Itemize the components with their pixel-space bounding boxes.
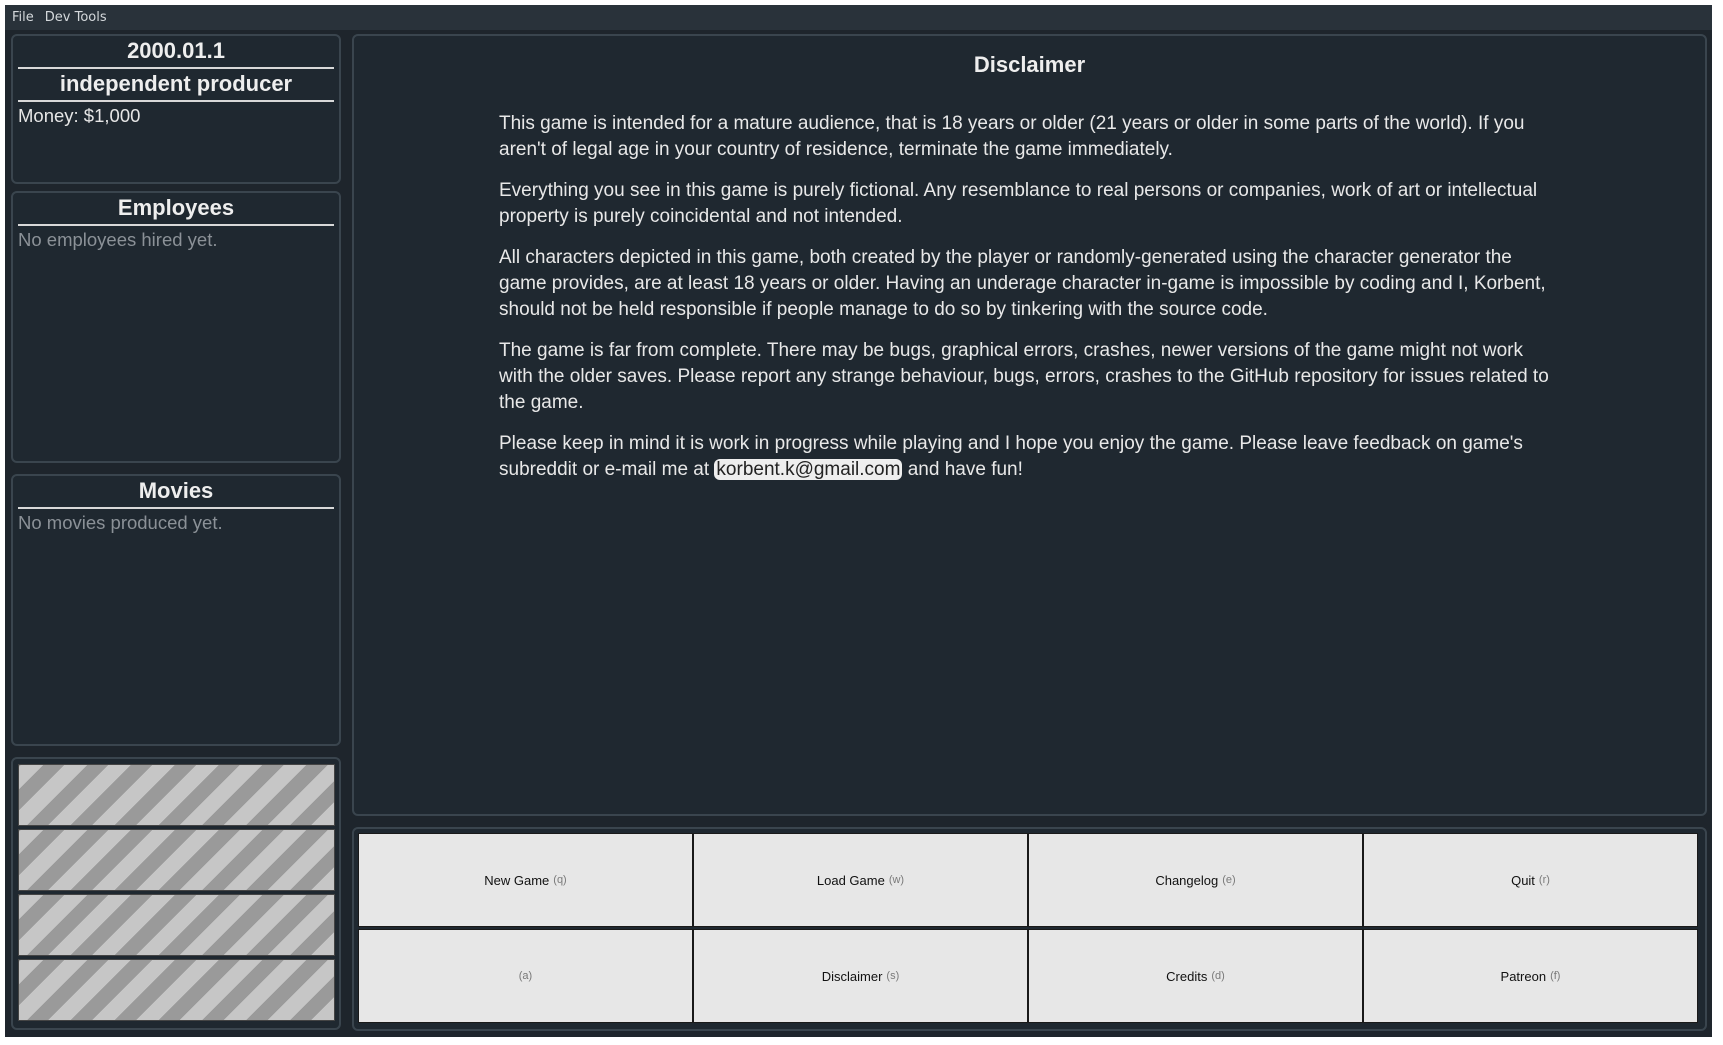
disclaimer-paragraph-5: [499, 431, 1559, 483]
disclaimer-button[interactable]: [693, 929, 1028, 1023]
disclaimer-paragraph-4: The game is far from complete. There may be bugs, graphical errors, crashes, newer versions of the game might not work with the older saves. Please report any strange behaviour, bugs, errors, crashes to the GitHub repository for issues related to the game.: [499, 340, 1549, 413]
load-game-button[interactable]: [693, 833, 1028, 927]
disclaimer-paragraph-2: Everything you see in this game is purely fictional. Any resemblance to real persons or companies, work of art or intellectual property is purely coincidental and not intended.: [499, 180, 1538, 227]
menu-dev-tools[interactable]: Dev Tools: [44, 10, 107, 25]
quit-label: Quit: [1511, 872, 1535, 888]
disclaimer-title: Disclaimer: [973, 52, 1086, 77]
load-game-shortcut: (w): [888, 874, 905, 886]
changelog-button[interactable]: [1028, 833, 1363, 927]
player-role: independent producer: [18, 69, 334, 102]
empty-slot-3: [18, 894, 335, 956]
empty-slot-2: [18, 829, 335, 891]
patreon-label: Patreon: [1500, 968, 1547, 984]
disclaimer-paragraph-5-lead: Please keep in mind it is work in progress while playing and I hope you enjoy the game. Please leave feedback on game's subreddit or e-mail me at: [499, 433, 1523, 480]
load-game-label: Load Game: [816, 872, 885, 888]
new-game-shortcut: (q): [553, 874, 567, 886]
changelog-shortcut: (e): [1222, 874, 1236, 886]
slots-panel: [11, 757, 341, 1030]
new-game-label: New Game: [484, 872, 550, 888]
menu-bar: [5, 5, 1712, 30]
email-link[interactable]: korbent.k@gmail.com: [716, 459, 901, 480]
credits-label: Credits: [1166, 968, 1208, 984]
money-display: Money: $1,000: [18, 105, 141, 126]
menu-button-panel: [352, 827, 1707, 1031]
disclaimer-paragraph-5-tail: and have fun!: [902, 459, 1023, 480]
employees-empty-text: No employees hired yet.: [18, 229, 218, 250]
quit-button[interactable]: [1363, 833, 1698, 927]
movies-panel: [11, 474, 341, 746]
status-panel: [11, 34, 341, 184]
game-date: 2000.01.1: [18, 36, 334, 69]
empty-slot-button: [358, 929, 693, 1023]
disclaimer-paragraph-1: This game is intended for a mature audience, that is 18 years or older (21 years or older in some parts of the world). If you aren't of legal age in your country of residence, terminate the game immediately.: [499, 113, 1525, 160]
employees-title: Employees: [18, 193, 334, 226]
disclaimer-body: [499, 111, 1559, 498]
employees-panel: [11, 191, 341, 463]
app-window: [5, 5, 1712, 1037]
disclaimer-paragraph-3: All characters depicted in this game, both created by the player or randomly-generated using the character generator the game provides, are at least 18 years or older. Having an underage character in-game is impossible by coding and I, Korbent, should not be held responsible if people manage to do so by tinkering with the source code.: [499, 247, 1546, 320]
new-game-button[interactable]: [358, 833, 693, 927]
disclaimer-panel: [352, 34, 1707, 816]
patreon-shortcut: (f): [1550, 970, 1561, 982]
movies-empty-text: No movies produced yet.: [18, 512, 223, 533]
credits-button[interactable]: [1028, 929, 1363, 1023]
disclaimer-shortcut: (s): [886, 970, 900, 982]
changelog-label: Changelog: [1155, 872, 1219, 888]
empty-slot-1: [18, 764, 335, 826]
disclaimer-label: Disclaimer: [821, 968, 883, 984]
credits-shortcut: (d): [1211, 970, 1225, 982]
movies-title: Movies: [18, 476, 334, 509]
patreon-button[interactable]: [1363, 929, 1698, 1023]
quit-shortcut: (r): [1538, 874, 1550, 886]
menu-file[interactable]: File: [12, 10, 34, 25]
empty-slot-4: [18, 959, 335, 1021]
empty-slot-shortcut: (a): [518, 970, 533, 982]
